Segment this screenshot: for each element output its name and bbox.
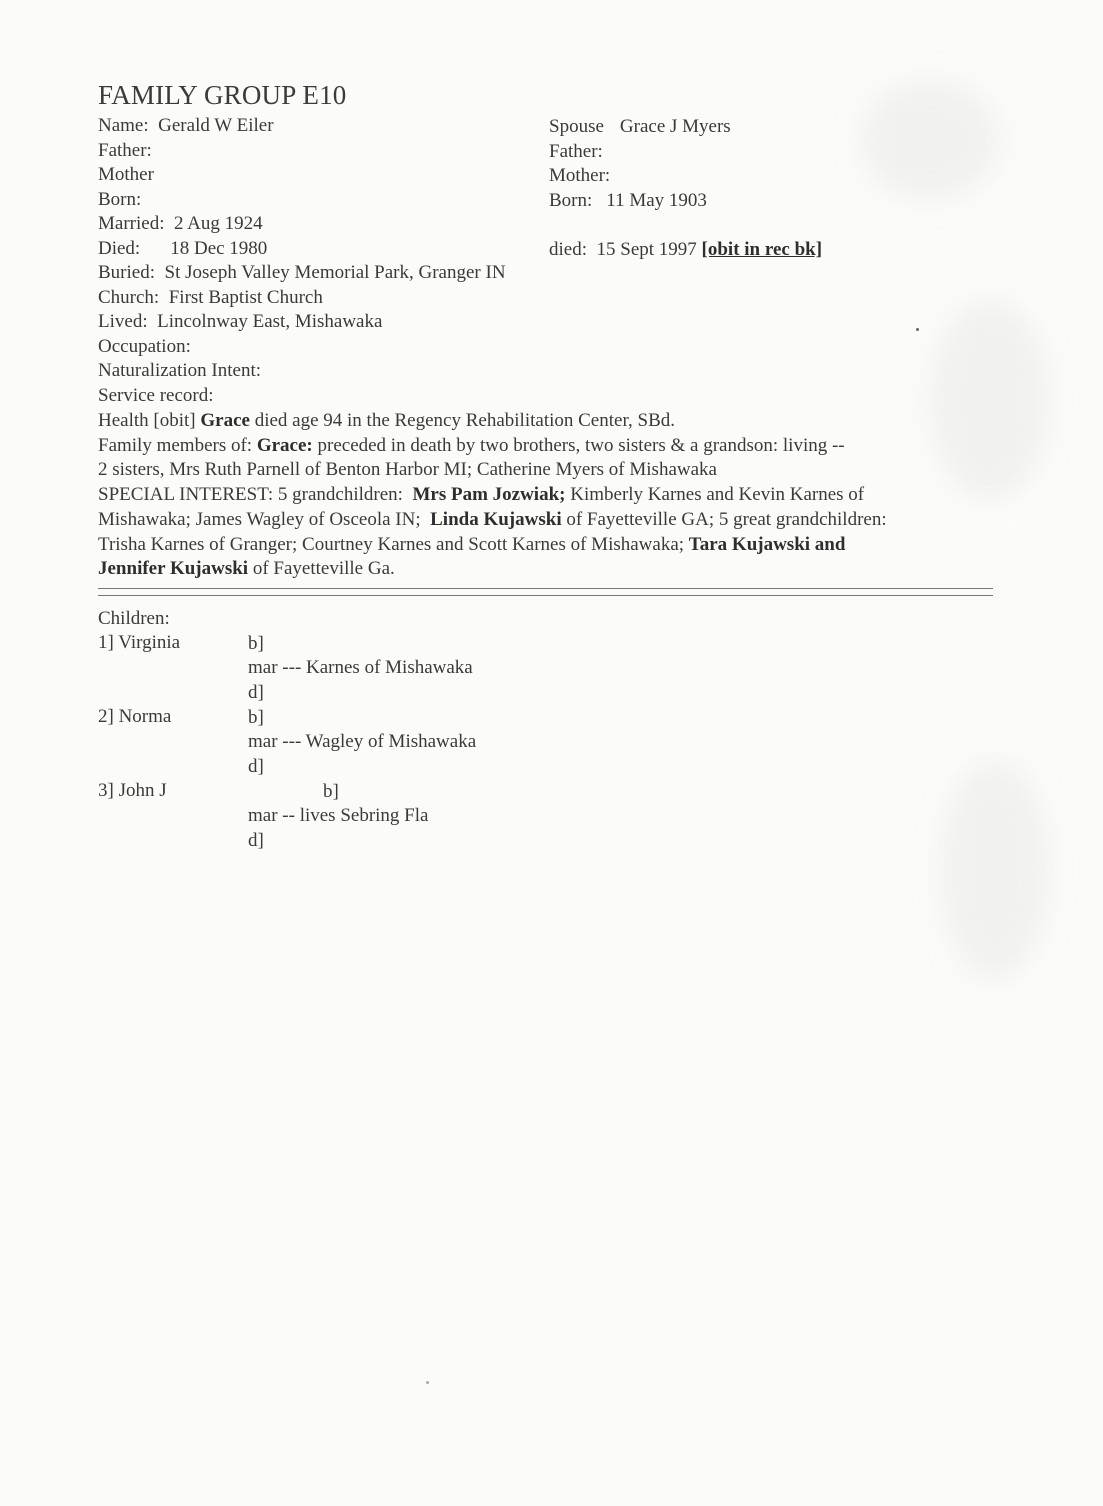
husband-died-row <box>98 237 267 262</box>
child-1-married: mar --- Karnes of Mishawaka <box>248 657 473 678</box>
child-1-name: 1] Virginia <box>98 632 181 653</box>
scan-speck <box>916 328 919 331</box>
great-grandchild-name: Tara Kujawski and <box>688 534 846 555</box>
spouse-mother-label: Mother: <box>549 165 611 186</box>
husband-father-label: Father: <box>98 140 152 161</box>
child-1-born: b] <box>248 633 264 654</box>
special-interest-line-3 <box>98 533 845 558</box>
grandchild-name: Mrs Pam Jozwiak; <box>412 484 566 505</box>
church-name: First Baptist Church <box>168 287 323 308</box>
lived-place: Lincolnway East, Mishawaka <box>157 311 383 332</box>
special-interest-text: of Fayetteville GA; 5 great grandchildren: <box>566 509 887 530</box>
lived-label: Lived: <box>98 311 148 332</box>
spouse-died-date: 15 Sept 1997 <box>596 239 697 260</box>
married-date: 2 Aug 1924 <box>173 213 263 234</box>
service-record-label: Service record: <box>98 385 214 406</box>
special-interest-line-2 <box>98 508 887 533</box>
spouse-born-row <box>549 189 707 214</box>
spouse-born-date: 11 May 1903 <box>606 190 707 211</box>
health-line <box>98 409 675 434</box>
family-members-line <box>98 434 845 459</box>
buried-label: Buried: <box>98 262 155 283</box>
obit-link[interactable]: [obit in rec bk] <box>701 239 823 260</box>
special-interest-text: Mishawaka; James Wagley of Osceola IN; <box>98 509 421 530</box>
spouse-father-label: Father: <box>549 141 603 162</box>
special-interest-label: SPECIAL INTEREST: 5 grandchildren: <box>98 484 403 505</box>
health-text: died age 94 in the Regency Rehabilitation Center, SBd. <box>254 410 675 431</box>
family-members-prefix: Family members of: <box>98 435 253 456</box>
husband-name: Gerald W Eiler <box>158 115 274 136</box>
buried-row <box>98 261 506 286</box>
child-2-name: 2] Norma <box>98 706 172 727</box>
church-label: Church: <box>98 287 160 308</box>
married-label: Married: <box>98 213 165 234</box>
special-interest-line-1 <box>98 483 864 508</box>
spouse-name: Grace J Myers <box>619 116 731 137</box>
health-prefix: Health [obit] <box>98 410 196 431</box>
husband-died-date: 18 Dec 1980 <box>170 238 268 259</box>
page-title: FAMILY GROUP E10 <box>98 80 347 110</box>
occupation-label: Occupation: <box>98 336 191 357</box>
name-label: Name: <box>98 115 149 136</box>
family-members-line-2: 2 sisters, Mrs Ruth Parnell of Benton Harbor MI; Catherine Myers of Mishawaka <box>98 459 717 480</box>
husband-born-label: Born: <box>98 189 142 210</box>
children-label: Children: <box>98 608 170 629</box>
special-interest-text: Kimberly Karnes and Kevin Karnes of <box>570 484 865 505</box>
grandchild-name: Linda Kujawski <box>430 509 562 530</box>
church-row <box>98 286 323 311</box>
special-interest-text: of Fayetteville Ga. <box>252 558 395 579</box>
special-interest-line-4 <box>98 557 395 582</box>
health-name: Grace <box>200 410 250 431</box>
spouse-died-row <box>549 238 822 263</box>
family-members-name: Grace: <box>256 435 313 456</box>
scan-smudge <box>940 760 1050 980</box>
child-3-died: d] <box>248 830 264 851</box>
scan-smudge <box>860 80 1000 200</box>
family-members-text: preceded in death by two brothers, two sisters & a grandson: living -- <box>317 435 845 456</box>
spouse-born-label: Born: <box>549 190 593 211</box>
special-interest-text: Trisha Karnes of Granger; Courtney Karnes and Scott Karnes of Mishawaka; <box>98 534 685 555</box>
scan-speck <box>426 1381 429 1384</box>
child-2-died: d] <box>248 756 264 777</box>
child-3-name: 3] John J <box>98 780 167 801</box>
great-grandchild-name: Jennifer Kujawski <box>98 558 249 579</box>
buried-place: St Joseph Valley Memorial Park, Granger IN <box>164 262 506 283</box>
scan-smudge <box>930 300 1050 500</box>
died-label: Died: <box>98 238 141 259</box>
husband-mother-label: Mother <box>98 164 154 185</box>
child-3-born: b] <box>323 781 339 802</box>
spouse-died-label: died: <box>549 239 587 260</box>
spouse-label: Spouse <box>549 116 604 137</box>
child-2-married: mar --- Wagley of Mishawaka <box>248 731 477 752</box>
child-1-died: d] <box>248 682 264 703</box>
married-row <box>98 212 263 237</box>
husband-name-row <box>98 114 274 139</box>
child-2-born: b] <box>248 707 264 728</box>
lived-row <box>98 310 382 335</box>
child-3-married: mar -- lives Sebring Fla <box>248 805 429 826</box>
section-divider <box>98 588 993 596</box>
spouse-row <box>549 115 731 140</box>
naturalization-label: Naturalization Intent: <box>98 360 262 381</box>
